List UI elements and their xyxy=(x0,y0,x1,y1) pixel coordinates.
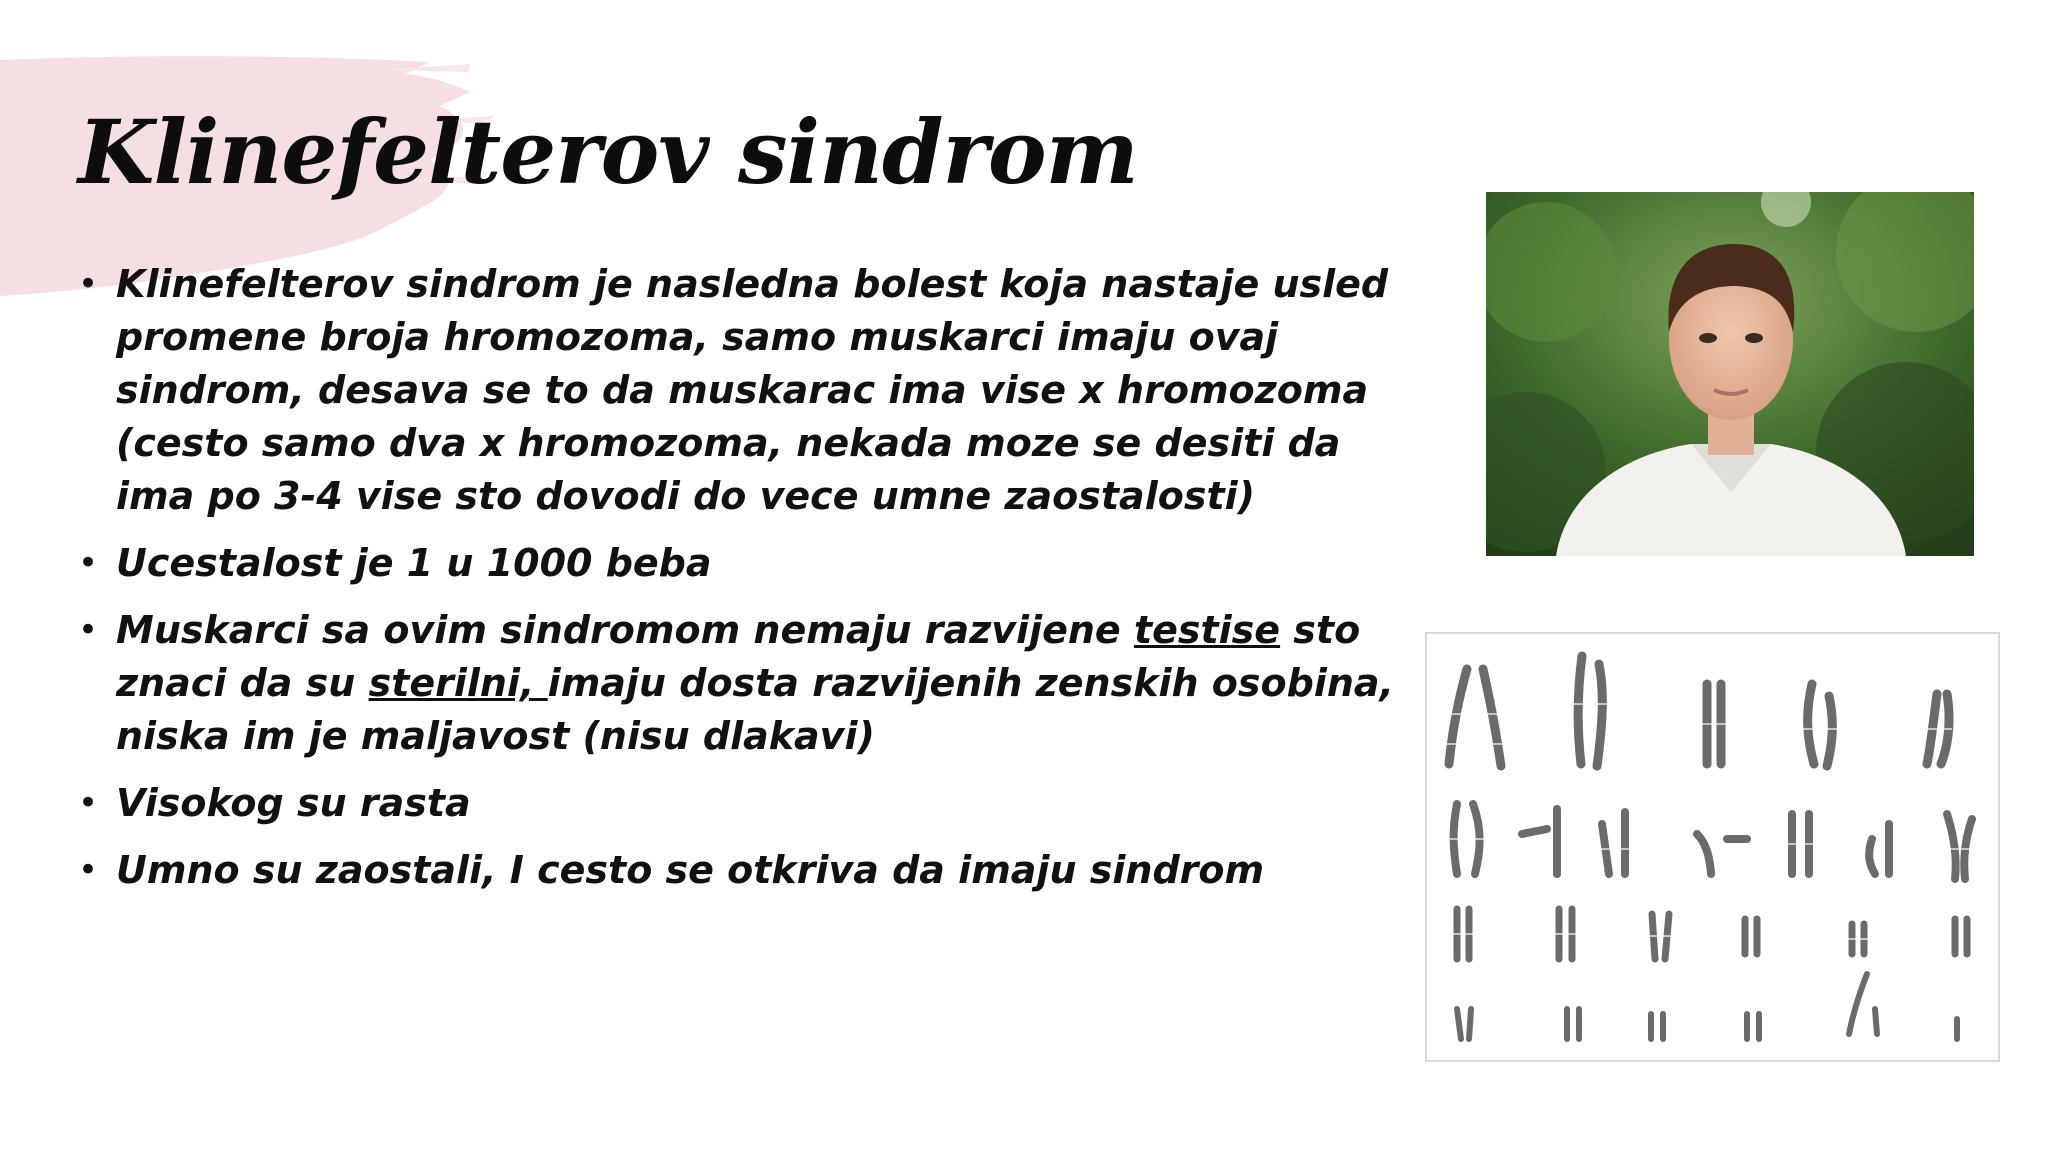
bullet-list xyxy=(78,258,1398,911)
bullet-item xyxy=(78,258,1398,523)
link-sterilni[interactable]: sterilni, xyxy=(368,661,548,705)
bullet-item xyxy=(78,537,1398,590)
link-testise[interactable]: testise xyxy=(1133,608,1281,652)
bullet-text: imaju dosta razvijenih zenskih osobina, niska im je maljavost (nisu dlakavi) xyxy=(116,661,1394,758)
bullet-text: Ucestalost je 1 u 1000 beba xyxy=(116,541,712,585)
karyotype-image xyxy=(1425,632,2000,1062)
bullet-item xyxy=(78,844,1398,897)
bullet-text: Muskarci sa ovim sindromom nemaju razvijene xyxy=(116,608,1134,652)
portrait-photo-icon xyxy=(1486,192,1974,556)
bullet-dot-icon: • xyxy=(78,264,99,304)
bullet-text: Klinefelterov sindrom je nasledna bolest koja nastaje usled promene broja hromozoma, samo muskarci imaju ovaj sindrom, desava se to da muskarac ima vise x hromozoma (cesto samo dva x hromozoma, nekada moze se desiti da ima po 3-4 vise sto dovodi do vece umne zaostalosti) xyxy=(116,262,1389,518)
karyotype-image-icon xyxy=(1427,634,1998,1060)
bullet-dot-icon: • xyxy=(78,783,99,823)
bullet-text: sto znaci da su xyxy=(116,608,1361,705)
bullet-dot-icon: • xyxy=(78,850,99,890)
bullet-dot-icon: • xyxy=(78,610,99,650)
bullet-item xyxy=(78,777,1398,830)
portrait-photo xyxy=(1486,192,1974,556)
slide-title: Klinefelterov sindrom xyxy=(78,100,1138,204)
bullet-text: Umno su zaostali, I cesto se otkriva da imaju sindrom xyxy=(116,848,1265,892)
bullet-text: Visokog su rasta xyxy=(116,781,471,825)
bullet-dot-icon: • xyxy=(78,543,99,583)
bullet-item xyxy=(78,604,1398,763)
